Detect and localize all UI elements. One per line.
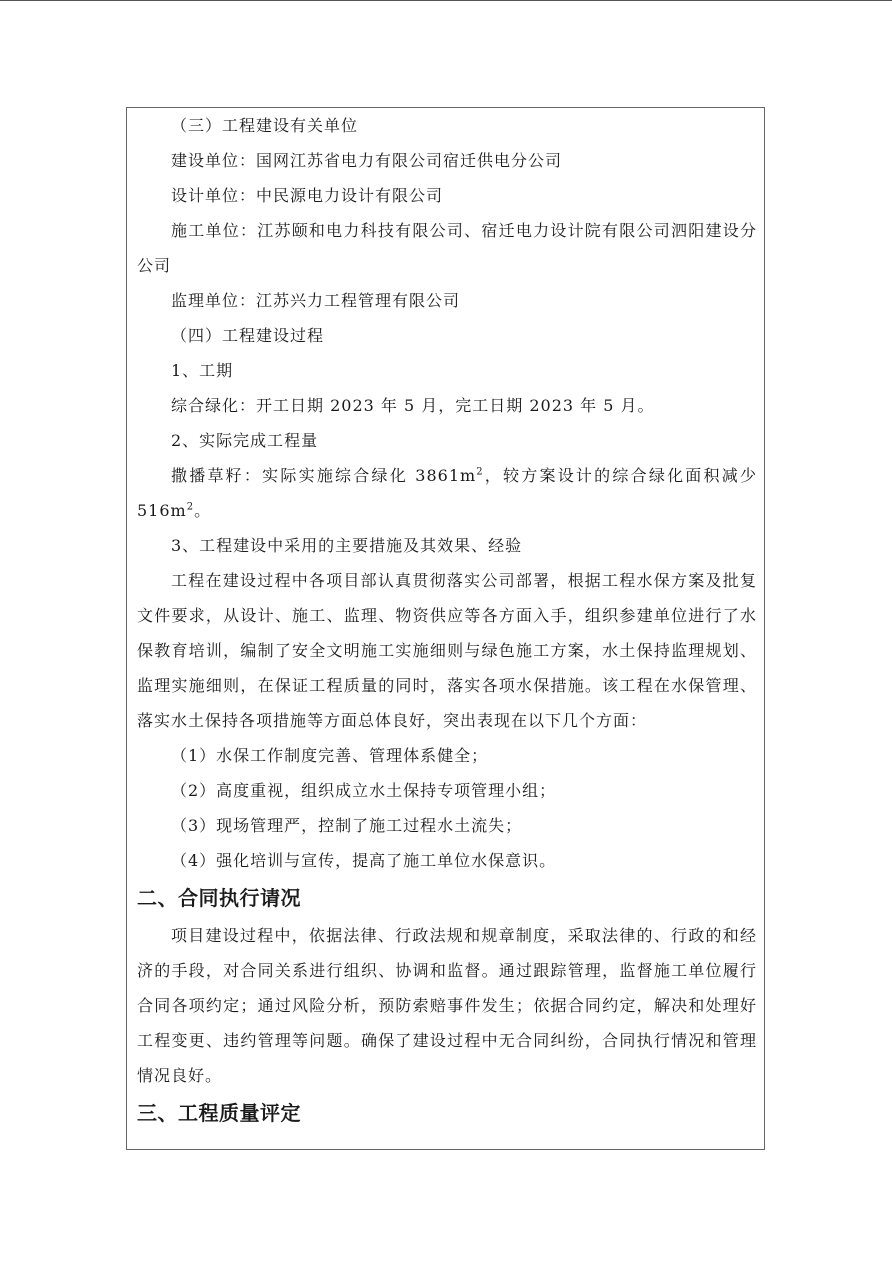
section-units-heading: （三）工程建设有关单位 (171, 116, 359, 135)
quantity-text: 撒播草籽：实际实施综合绿化 $3861m^2$，较方案设计的综合绿化面积减少 $516m^2$。 (137, 466, 757, 520)
measure-item-2: （2）高度重视，组织成立水土保持专项管理小组； (171, 781, 557, 800)
supervision-unit: 监理单位：江苏兴力工程管理有限公司 (171, 291, 461, 310)
schedule-text: 综合绿化：开工日期 2023 年 5 月，完工日期 2023 年 5 月。 (171, 396, 655, 415)
section-process-heading: （四）工程建设过程 (171, 326, 325, 345)
measures-text: 工程在建设过程中各项目部认真贯彻落实公司部署，根据工程水保方案及批复文件要求，从设计、施工、监理、物资供应等各方面入手，组织参建单位进行了水保教育培训，编制了安全文明施工实施细则与绿色施工方案，水土保持监理规划、监理实施细则，在保证工程质量的同时，落实各项水保措施。该工程在水保管理、落实水土保持各项措施等方面总体良好，突出表现在以下几个方面： (137, 571, 757, 730)
construction-unit: 建设单位：国网江苏省电力有限公司宿迁供电分公司 (171, 151, 563, 170)
document-body (137, 108, 757, 1133)
contract-heading: 二、合同执行请况 (137, 886, 301, 910)
top-rule (0, 0, 892, 1)
builder-unit: 施工单位：江苏颐和电力科技有限公司、宿迁电力设计院有限公司泗阳建设分公司 (137, 221, 757, 275)
measure-item-4: （4）强化培训与宣传，提高了施工单位水保意识。 (171, 851, 557, 870)
measure-item-3: （3）现场管理严，控制了施工过程水土流失； (171, 816, 523, 835)
design-unit: 设计单位：中民源电力设计有限公司 (171, 186, 444, 205)
measure-item-1: （1）水保工作制度完善、管理体系健全； (171, 746, 489, 765)
measures-heading: 3、工程建设中采用的主要措施及其效果、经验 (171, 536, 523, 555)
contract-text: 项目建设过程中，依据法律、行政法规和规章制度，采取法律的、行政的和经济的手段，对合同关系进行组织、协调和监督。通过跟踪管理，监督施工单位履行合同各项约定；通过风险分析，预防索赔事件发生；依据合同约定，解决和处理好工程变更、违约管理等问题。确保了建设过程中无合同纠纷，合同执行情况和管理情况良好。 (137, 926, 757, 1085)
quality-heading: 三、工程质量评定 (137, 1101, 301, 1125)
quantity-heading: 2、实际完成工程量 (171, 431, 319, 450)
schedule-heading: 1、工期 (171, 361, 234, 380)
